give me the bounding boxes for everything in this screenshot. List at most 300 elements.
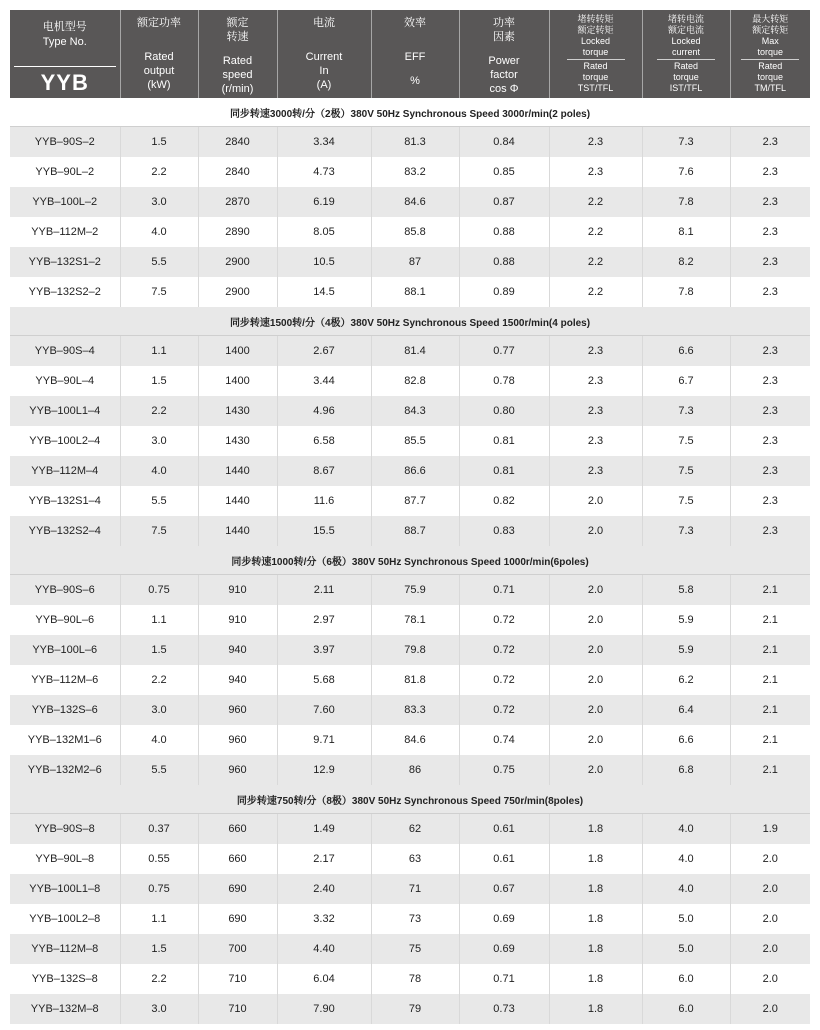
locked-current-ratio-cell: 7.5: [642, 426, 730, 456]
locked-torque-ratio-cell: 2.3: [549, 426, 642, 456]
max-torque-ratio-cell: 2.3: [730, 277, 810, 307]
table-row: [10, 127, 810, 158]
current-cell: 7.90: [277, 994, 371, 1024]
table-row: [10, 635, 810, 665]
section-title: 同步转速1000转/分（6极）380V 50Hz Synchronous Speed 1000r/min(6poles): [10, 546, 810, 575]
rated-speed-cell: 700: [198, 934, 277, 964]
locked-current-ratio-cell: 5.9: [642, 605, 730, 635]
locked-current-ratio-cell: 6.8: [642, 755, 730, 785]
table-row: [10, 575, 810, 606]
max-torque-ratio-cell: 2.0: [730, 874, 810, 904]
rated-speed-cell: 710: [198, 994, 277, 1024]
locked-current-ratio-cell: 6.4: [642, 695, 730, 725]
rated-output-cell: 2.2: [120, 157, 198, 187]
current-cell: 3.97: [277, 635, 371, 665]
current-cell: 2.11: [277, 575, 371, 606]
locked-current-ratio-cell: 5.0: [642, 934, 730, 964]
max-torque-ratio-cell: 2.3: [730, 516, 810, 546]
header-locked-torque: [549, 10, 642, 98]
locked-torque-ratio-cell: 1.8: [549, 934, 642, 964]
rated-output-cell: 1.5: [120, 127, 198, 158]
rated-output-cell: 5.5: [120, 486, 198, 516]
rated-output-cell: 1.5: [120, 635, 198, 665]
locked-torque-ratio-cell: 2.0: [549, 635, 642, 665]
rated-output-cell: 3.0: [120, 695, 198, 725]
rated-output-cell: 1.5: [120, 366, 198, 396]
max-torque-ratio-cell: 2.1: [730, 725, 810, 755]
current-cell: 2.97: [277, 605, 371, 635]
table-row: [10, 755, 810, 785]
type-cell: YYB–100L1–4: [10, 396, 120, 426]
max-torque-ratio-cell: 2.0: [730, 934, 810, 964]
efficiency-cell: 78.1: [371, 605, 459, 635]
locked-torque-ratio-cell: 1.8: [549, 964, 642, 994]
current-cell: 1.49: [277, 814, 371, 845]
efficiency-cell: 84.3: [371, 396, 459, 426]
header-en: current: [671, 47, 700, 57]
efficiency-cell: 85.5: [371, 426, 459, 456]
locked-current-ratio-cell: 7.8: [642, 187, 730, 217]
type-cell: YYB–132M–8: [10, 994, 120, 1024]
type-cell: YYB–112M–2: [10, 217, 120, 247]
section-header-row: [10, 785, 810, 814]
header-en: Rated: [583, 61, 608, 71]
current-cell: 6.58: [277, 426, 371, 456]
power-factor-cell: 0.78: [459, 366, 549, 396]
header-en: (A): [316, 79, 332, 91]
header-cn: 最大转矩: [752, 14, 789, 24]
current-cell: 10.5: [277, 247, 371, 277]
locked-torque-ratio-cell: 2.3: [549, 456, 642, 486]
rated-output-cell: 0.75: [120, 874, 198, 904]
rated-output-cell: 3.0: [120, 994, 198, 1024]
power-factor-cell: 0.82: [459, 486, 549, 516]
max-torque-ratio-cell: 2.3: [730, 127, 810, 158]
efficiency-cell: 86: [371, 755, 459, 785]
header-en: In: [319, 65, 329, 77]
header-current: [277, 10, 371, 98]
table-row: [10, 456, 810, 486]
locked-current-ratio-cell: 7.5: [642, 486, 730, 516]
header-cn: 因素: [493, 31, 515, 43]
header-efficiency: [371, 10, 459, 98]
efficiency-cell: 75.9: [371, 575, 459, 606]
header-en: torque: [582, 72, 609, 82]
header-en: Rated: [222, 55, 253, 67]
table-row: [10, 217, 810, 247]
type-cell: YYB–100L2–8: [10, 904, 120, 934]
rated-speed-cell: 940: [198, 635, 277, 665]
current-cell: 2.67: [277, 336, 371, 367]
header-en: Current: [305, 51, 343, 63]
power-factor-cell: 0.72: [459, 695, 549, 725]
locked-current-ratio-cell: 6.6: [642, 725, 730, 755]
header-max-torque: [730, 10, 810, 98]
header-en: Locked: [671, 36, 701, 46]
rated-output-cell: 2.2: [120, 665, 198, 695]
efficiency-cell: 87.7: [371, 486, 459, 516]
locked-torque-ratio-cell: 2.0: [549, 486, 642, 516]
table-row: [10, 605, 810, 635]
header-type-cn: 电机型号: [42, 21, 87, 33]
locked-current-ratio-cell: 8.1: [642, 217, 730, 247]
max-torque-ratio-cell: 2.1: [730, 695, 810, 725]
table-row: [10, 874, 810, 904]
current-cell: 8.05: [277, 217, 371, 247]
efficiency-cell: 81.8: [371, 665, 459, 695]
rated-output-cell: 5.5: [120, 755, 198, 785]
power-factor-cell: 0.71: [459, 575, 549, 606]
current-cell: 4.40: [277, 934, 371, 964]
type-cell: YYB–132S2–2: [10, 277, 120, 307]
locked-current-ratio-cell: 7.3: [642, 516, 730, 546]
locked-current-ratio-cell: 6.0: [642, 964, 730, 994]
rated-output-cell: 4.0: [120, 217, 198, 247]
header-model: YYB: [14, 66, 116, 98]
rated-speed-cell: 1400: [198, 366, 277, 396]
rated-output-cell: 3.0: [120, 187, 198, 217]
type-cell: YYB–100L1–8: [10, 874, 120, 904]
power-factor-cell: 0.80: [459, 396, 549, 426]
power-factor-cell: 0.88: [459, 247, 549, 277]
header-en: factor: [490, 69, 518, 81]
header-en: %: [410, 75, 420, 87]
efficiency-cell: 63: [371, 844, 459, 874]
header-en: TM/TFL: [754, 83, 786, 93]
locked-torque-ratio-cell: 2.3: [549, 336, 642, 367]
header-en: Rated: [144, 51, 174, 63]
locked-torque-ratio-cell: 1.8: [549, 904, 642, 934]
table-row: [10, 486, 810, 516]
rated-output-cell: 4.0: [120, 456, 198, 486]
max-torque-ratio-cell: 2.3: [730, 247, 810, 277]
locked-torque-ratio-cell: 1.8: [549, 844, 642, 874]
max-torque-ratio-cell: 2.3: [730, 456, 810, 486]
power-factor-cell: 0.85: [459, 157, 549, 187]
locked-current-ratio-cell: 4.0: [642, 874, 730, 904]
max-torque-ratio-cell: 2.1: [730, 605, 810, 635]
max-torque-ratio-cell: 2.3: [730, 486, 810, 516]
locked-torque-ratio-cell: 2.3: [549, 366, 642, 396]
rated-speed-cell: 660: [198, 814, 277, 845]
max-torque-ratio-cell: 1.9: [730, 814, 810, 845]
locked-torque-ratio-cell: 2.2: [549, 217, 642, 247]
locked-current-ratio-cell: 4.0: [642, 844, 730, 874]
rated-speed-cell: 2900: [198, 247, 277, 277]
table-row: [10, 157, 810, 187]
current-cell: 4.73: [277, 157, 371, 187]
table-body: [10, 98, 810, 1024]
power-factor-cell: 0.61: [459, 844, 549, 874]
header-power-factor: [459, 10, 549, 98]
efficiency-cell: 86.6: [371, 456, 459, 486]
locked-current-ratio-cell: 5.8: [642, 575, 730, 606]
rated-speed-cell: 960: [198, 755, 277, 785]
locked-torque-ratio-cell: 2.3: [549, 396, 642, 426]
rated-speed-cell: 1440: [198, 486, 277, 516]
max-torque-ratio-cell: 2.0: [730, 844, 810, 874]
efficiency-cell: 81.3: [371, 127, 459, 158]
type-cell: YYB–132S–8: [10, 964, 120, 994]
rated-output-cell: 3.0: [120, 426, 198, 456]
type-cell: YYB–90L–6: [10, 605, 120, 635]
table-row: [10, 725, 810, 755]
locked-torque-ratio-cell: 2.0: [549, 755, 642, 785]
max-torque-ratio-cell: 2.1: [730, 575, 810, 606]
rated-speed-cell: 960: [198, 695, 277, 725]
locked-torque-ratio-cell: 2.0: [549, 665, 642, 695]
rated-output-cell: 0.55: [120, 844, 198, 874]
type-cell: YYB–112M–4: [10, 456, 120, 486]
power-factor-cell: 0.72: [459, 635, 549, 665]
power-factor-cell: 0.83: [459, 516, 549, 546]
locked-torque-ratio-cell: 2.0: [549, 725, 642, 755]
locked-current-ratio-cell: 7.5: [642, 456, 730, 486]
header-en: (r/min): [221, 83, 254, 95]
table-row: [10, 695, 810, 725]
current-cell: 6.19: [277, 187, 371, 217]
type-cell: YYB–132M1–6: [10, 725, 120, 755]
efficiency-cell: 84.6: [371, 187, 459, 217]
header-en: Rated: [673, 61, 699, 71]
rated-speed-cell: 2890: [198, 217, 277, 247]
locked-torque-ratio-cell: 2.0: [549, 695, 642, 725]
section-header-row: [10, 98, 810, 127]
type-cell: YYB–132S1–2: [10, 247, 120, 277]
max-torque-ratio-cell: 2.3: [730, 426, 810, 456]
table-row: [10, 994, 810, 1024]
header-cn: 效率: [404, 17, 426, 29]
rated-speed-cell: 690: [198, 904, 277, 934]
table-row: [10, 665, 810, 695]
rated-speed-cell: 1440: [198, 456, 277, 486]
efficiency-cell: 78: [371, 964, 459, 994]
type-cell: YYB–100L–2: [10, 187, 120, 217]
current-cell: 15.5: [277, 516, 371, 546]
type-cell: YYB–90S–8: [10, 814, 120, 845]
efficiency-cell: 88.1: [371, 277, 459, 307]
locked-torque-ratio-cell: 2.3: [549, 127, 642, 158]
header-en: Power: [488, 55, 520, 67]
header-cn: 功率: [493, 17, 515, 29]
max-torque-ratio-cell: 2.3: [730, 187, 810, 217]
header-en: TST/TFL: [577, 83, 614, 93]
locked-torque-ratio-cell: 2.0: [549, 605, 642, 635]
efficiency-cell: 88.7: [371, 516, 459, 546]
current-cell: 14.5: [277, 277, 371, 307]
rated-speed-cell: 940: [198, 665, 277, 695]
max-torque-ratio-cell: 2.0: [730, 964, 810, 994]
current-cell: 2.40: [277, 874, 371, 904]
header-en: cos Φ: [489, 83, 519, 95]
header-en: Rated: [758, 61, 783, 71]
power-factor-cell: 0.75: [459, 755, 549, 785]
locked-torque-ratio-cell: 1.8: [549, 874, 642, 904]
power-factor-cell: 0.88: [459, 217, 549, 247]
header-locked-current: [642, 10, 730, 98]
rated-speed-cell: 910: [198, 605, 277, 635]
power-factor-cell: 0.89: [459, 277, 549, 307]
current-cell: 6.04: [277, 964, 371, 994]
table-row: [10, 396, 810, 426]
type-cell: YYB–100L2–4: [10, 426, 120, 456]
efficiency-cell: 71: [371, 874, 459, 904]
rated-output-cell: 2.2: [120, 396, 198, 426]
type-cell: YYB–90L–2: [10, 157, 120, 187]
locked-current-ratio-cell: 7.3: [642, 396, 730, 426]
header-en: torque: [673, 72, 699, 82]
table-row: [10, 277, 810, 307]
rated-speed-cell: 2840: [198, 157, 277, 187]
power-factor-cell: 0.61: [459, 814, 549, 845]
power-factor-cell: 0.73: [459, 994, 549, 1024]
header-en: IST/TFL: [669, 83, 703, 93]
efficiency-cell: 85.8: [371, 217, 459, 247]
type-cell: YYB–132M2–6: [10, 755, 120, 785]
type-cell: YYB–90S–6: [10, 575, 120, 606]
efficiency-cell: 79.8: [371, 635, 459, 665]
rated-output-cell: 0.37: [120, 814, 198, 845]
table-row: [10, 247, 810, 277]
header-cn: 堵转转矩: [577, 14, 614, 24]
header-cn: 额定: [226, 17, 249, 29]
header-cn: 额定功率: [137, 17, 181, 29]
max-torque-ratio-cell: 2.1: [730, 755, 810, 785]
section-title: 同步转速3000转/分（2极）380V 50Hz Synchronous Speed 3000r/min(2 poles): [10, 98, 810, 127]
locked-torque-ratio-cell: 2.3: [549, 157, 642, 187]
power-factor-cell: 0.87: [459, 187, 549, 217]
table-row: [10, 904, 810, 934]
rated-output-cell: 1.5: [120, 934, 198, 964]
header-en: torque: [757, 47, 784, 57]
locked-current-ratio-cell: 5.0: [642, 904, 730, 934]
type-cell: YYB–90L–4: [10, 366, 120, 396]
header-type-en: Type No.: [42, 36, 87, 48]
power-factor-cell: 0.74: [459, 725, 549, 755]
header-en: torque: [757, 72, 784, 82]
table-row: [10, 336, 810, 367]
locked-current-ratio-cell: 7.8: [642, 277, 730, 307]
header-en: output: [143, 65, 175, 77]
type-cell: YYB–132S–6: [10, 695, 120, 725]
header-cn: 电流: [313, 17, 335, 29]
rated-speed-cell: 1440: [198, 516, 277, 546]
locked-current-ratio-cell: 7.6: [642, 157, 730, 187]
type-cell: YYB–112M–6: [10, 665, 120, 695]
current-cell: 5.68: [277, 665, 371, 695]
rated-output-cell: 4.0: [120, 725, 198, 755]
rated-speed-cell: 690: [198, 874, 277, 904]
header-en: torque: [582, 47, 609, 57]
power-factor-cell: 0.77: [459, 336, 549, 367]
locked-torque-ratio-cell: 2.0: [549, 516, 642, 546]
locked-current-ratio-cell: 7.3: [642, 127, 730, 158]
table-row: [10, 844, 810, 874]
table-row: [10, 814, 810, 845]
rated-output-cell: 7.5: [120, 277, 198, 307]
power-factor-cell: 0.72: [459, 605, 549, 635]
rated-speed-cell: 2870: [198, 187, 277, 217]
locked-current-ratio-cell: 6.0: [642, 994, 730, 1024]
rated-speed-cell: 960: [198, 725, 277, 755]
header-cn: 转速: [226, 31, 249, 43]
rated-output-cell: 0.75: [120, 575, 198, 606]
max-torque-ratio-cell: 2.1: [730, 635, 810, 665]
power-factor-cell: 0.81: [459, 426, 549, 456]
current-cell: 3.34: [277, 127, 371, 158]
efficiency-cell: 84.6: [371, 725, 459, 755]
section-title: 同步转速750转/分（8极）380V 50Hz Synchronous Speed 750r/min(8poles): [10, 785, 810, 814]
rated-speed-cell: 1430: [198, 396, 277, 426]
power-factor-cell: 0.69: [459, 934, 549, 964]
current-cell: 3.44: [277, 366, 371, 396]
type-cell: YYB–90S–4: [10, 336, 120, 367]
type-cell: YYB–90L–8: [10, 844, 120, 874]
current-cell: 12.9: [277, 755, 371, 785]
header-rated-output: [120, 10, 198, 98]
max-torque-ratio-cell: 2.3: [730, 336, 810, 367]
efficiency-cell: 83.2: [371, 157, 459, 187]
power-factor-cell: 0.84: [459, 127, 549, 158]
rated-output-cell: 2.2: [120, 964, 198, 994]
efficiency-cell: 73: [371, 904, 459, 934]
locked-current-ratio-cell: 5.9: [642, 635, 730, 665]
efficiency-cell: 81.4: [371, 336, 459, 367]
power-factor-cell: 0.71: [459, 964, 549, 994]
current-cell: 8.67: [277, 456, 371, 486]
current-cell: 7.60: [277, 695, 371, 725]
table-row: [10, 964, 810, 994]
header-cn: 额定转矩: [577, 25, 614, 35]
motor-spec-table: [10, 10, 810, 1024]
table-row: [10, 426, 810, 456]
header-en: (kW): [147, 79, 171, 91]
rated-output-cell: 1.1: [120, 904, 198, 934]
power-factor-cell: 0.72: [459, 665, 549, 695]
type-cell: YYB–90S–2: [10, 127, 120, 158]
current-cell: 3.32: [277, 904, 371, 934]
locked-torque-ratio-cell: 1.8: [549, 814, 642, 845]
table-row: [10, 366, 810, 396]
table-row: [10, 516, 810, 546]
rated-output-cell: 7.5: [120, 516, 198, 546]
power-factor-cell: 0.69: [459, 904, 549, 934]
efficiency-cell: 82.8: [371, 366, 459, 396]
header-en: Locked: [580, 36, 611, 46]
efficiency-cell: 75: [371, 934, 459, 964]
header-en: EFF: [404, 51, 426, 63]
locked-torque-ratio-cell: 1.8: [549, 994, 642, 1024]
table-row: [10, 187, 810, 217]
rated-output-cell: 1.1: [120, 605, 198, 635]
locked-torque-ratio-cell: 2.2: [549, 187, 642, 217]
table-row: [10, 934, 810, 964]
power-factor-cell: 0.81: [459, 456, 549, 486]
rated-speed-cell: 2840: [198, 127, 277, 158]
header-cn: 堵转电流: [667, 14, 704, 24]
rated-speed-cell: 710: [198, 964, 277, 994]
max-torque-ratio-cell: 2.0: [730, 994, 810, 1024]
header-cn: 额定转矩: [752, 25, 789, 35]
rated-speed-cell: 2900: [198, 277, 277, 307]
efficiency-cell: 83.3: [371, 695, 459, 725]
rated-speed-cell: 1400: [198, 336, 277, 367]
section-header-row: [10, 307, 810, 336]
section-title: 同步转速1500转/分（4极）380V 50Hz Synchronous Speed 1500r/min(4 poles): [10, 307, 810, 336]
max-torque-ratio-cell: 2.3: [730, 366, 810, 396]
header-cn: 额定电流: [667, 25, 704, 35]
locked-current-ratio-cell: 8.2: [642, 247, 730, 277]
